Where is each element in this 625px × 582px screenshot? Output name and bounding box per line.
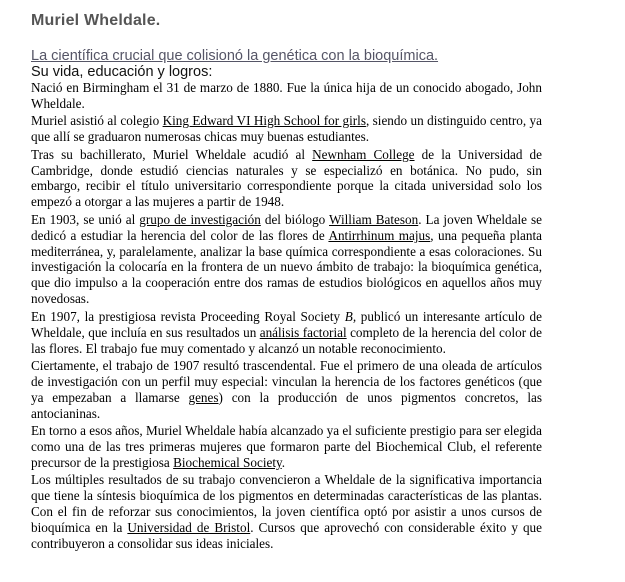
link-universidad-bristol[interactable]: Universidad de Bristol — [127, 519, 251, 535]
paragraph-text: . La joven Wheldale se dedicó a estudiar la herencia del color de las flores de — [31, 211, 543, 243]
paragraph-university — [31, 147, 542, 211]
paragraph-text: ) con la producción de unos pigmentos concretos, las antocianinas. — [31, 389, 542, 421]
paragraph-text: En torno a esos años, Muriel Wheldale había alcanzado ya el suficiente prestigio para ser elegida como una de las tres primeras mujeres que formaron parte del Biochemical Club, el referente precursor de la prestigiosa — [31, 423, 542, 470]
link-william-bateson[interactable]: William Bateson — [329, 211, 419, 227]
paragraph-text: , siendo un distinguido centro, ya que allí se graduaron numerosas chicas muy buenas estudiantes. — [31, 113, 542, 145]
paragraph-text: Nació en Birmingham el 31 de marzo de 1880. Fue la única hija de un conocido abogado, John Wheldale. — [31, 80, 542, 111]
paragraph-text: de la Universidad de Cambridge, donde estudió ciencias naturales y se especializó en botánica. No pudo, sin embargo, recibir el título universitario correspondiente porque la citada universidad solo los empezó a otorgar a las mujeres a partir de 1948. — [31, 146, 543, 210]
paragraph-text: Tras su bachillerato, Muriel Wheldale acudió al — [31, 146, 313, 162]
paragraph-text: Muriel asistió al colegio — [31, 113, 163, 129]
paragraph-text: publicó un interesante artículo de Wheldale, que incluía en sus resultados un — [31, 308, 542, 340]
paragraph-text: . — [281, 454, 286, 470]
paragraph-significance — [31, 358, 542, 422]
article-body — [31, 80, 542, 553]
section-heading: Su vida, educación y logros: — [31, 64, 213, 80]
paragraph-biochemical-club — [31, 423, 542, 471]
link-analisis-factorial[interactable]: análisis factorial — [259, 324, 347, 340]
paragraph-research-1903 — [31, 212, 542, 307]
paragraph-text: , una pequeña planta mediterránea, y, paralelamente, analizar la base química correspondiente a esas coloraciones. Su investigación la colocaría en la frontera de un nuevo ámbito de trabajo: la bioquímica genética, que dio impulso a la cooperación entre dos ramas de estudios biológicos en aquellos años muy novedosas. — [31, 227, 542, 307]
paragraph-text: Ciertamente, el trabajo de 1907 resultó trascendental. Fue el primero de una oleada de artículos de investigación con un perfil muy especial: vinculan la herencia de los factores genéticos (que ya empezaban a llamarse — [31, 357, 542, 405]
paragraph-text: Los múltiples resultados de su trabajo convencieron a Wheldale de la significativa importancia que tiene la síntesis bioquímica de los pigmentos en determinadas características de las plantas. Con el fin de reforzar sus conocimientos, la joven científica optó por asistir a unos cursos de bioquímica en la — [31, 472, 542, 535]
link-king-edward-school[interactable]: King Edward VI High School for girls — [162, 113, 366, 129]
paragraph-text: completo de la herencia del color de las flores. El trabajo fue muy comentado y alcanzó un notable reconocimiento. — [31, 324, 542, 356]
paragraph-text: En 1907, la prestigiosa revista Proceeding Royal Society — [31, 308, 345, 324]
subtitle-link[interactable]: La científica crucial que colisionó la genética con la bioquímica. — [31, 48, 439, 64]
link-biochemical-society[interactable]: Biochemical Society — [173, 454, 282, 470]
paragraph-text: del biólogo — [260, 211, 330, 227]
paragraph-birth — [31, 80, 542, 112]
paragraph-school — [31, 113, 542, 145]
link-grupo-investigacion[interactable]: grupo de investigación — [139, 211, 261, 227]
link-antirrhinum-majus[interactable]: Antirrhinum majus — [328, 227, 431, 243]
paragraph-article-1907 — [31, 309, 542, 357]
link-genes[interactable]: genes — [188, 389, 219, 405]
paragraph-bristol — [31, 472, 542, 552]
link-newnham-college[interactable]: Newnham College — [312, 146, 415, 162]
paragraph-text: En 1903, se unió al — [31, 211, 140, 227]
journal-section: B, — [344, 308, 357, 324]
paragraph-text: . Cursos que aprovechó con considerable éxito y que contribuyeron a consolidar sus ideas iniciales. — [31, 519, 542, 551]
page-title: Muriel Wheldale. — [31, 12, 161, 29]
